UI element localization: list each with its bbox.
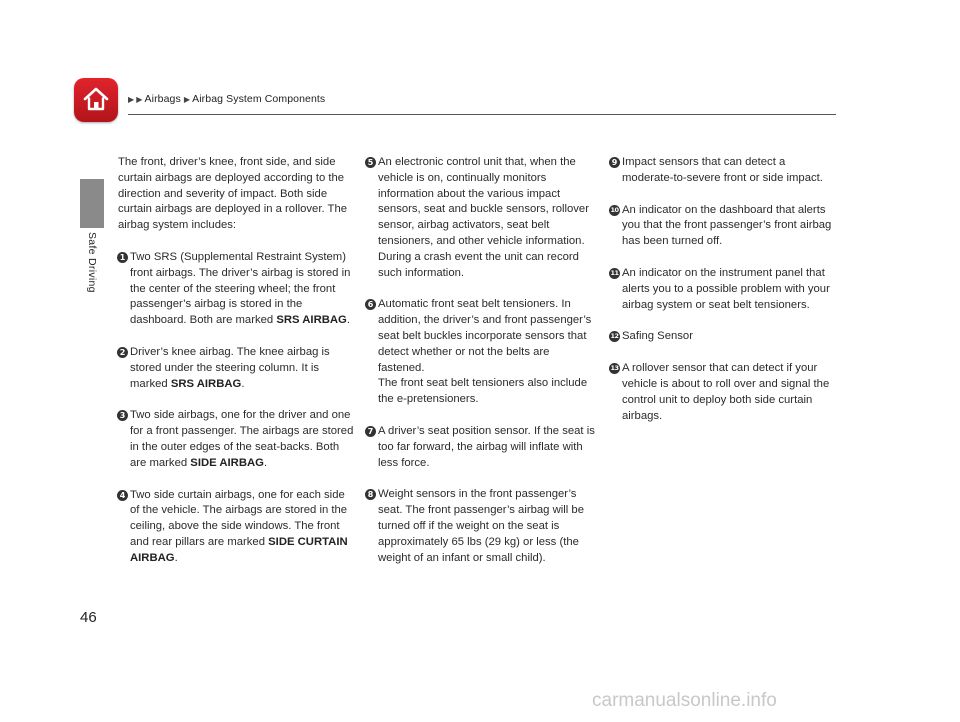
number-badge: 1 bbox=[117, 252, 128, 263]
column-3 bbox=[610, 155, 838, 440]
number-badge: 4 bbox=[117, 490, 128, 501]
number-badge: 8 bbox=[365, 489, 376, 500]
header-divider bbox=[128, 114, 836, 115]
list-item: 7 A driver’s seat position sensor. If the seat is too far forward, the airbag will inflate with less force. bbox=[366, 424, 598, 471]
list-item: 8 Weight sensors in the front passenger’s seat. The front passenger’s airbag will be turned off if the weight on the seat is approximately 65 lbs (29 kg) or less (the weight of an infant or small child). bbox=[366, 487, 598, 566]
list-item: 2 Driver’s knee airbag. The knee airbag is stored under the steering column. It is marked SRS AIRBAG. bbox=[118, 345, 354, 392]
list-item: 9 Impact sensors that can detect a moderate-to-severe front or side impact. bbox=[610, 155, 838, 187]
number-badge: 11 bbox=[610, 268, 619, 277]
list-item: 11 An indicator on the instrument panel that alerts you to a possible problem with your airbag system or seat belt tensioners. bbox=[610, 266, 830, 311]
breadcrumb-components: Airbag System Components bbox=[192, 93, 326, 105]
number-badge: 7 bbox=[365, 426, 376, 437]
arrow-icon: ▶ bbox=[128, 95, 135, 104]
list-item: 12 Safing Sensor bbox=[610, 330, 693, 343]
number-badge: 2 bbox=[117, 347, 128, 358]
number-badge: 10 bbox=[610, 205, 619, 214]
number-badge: 5 bbox=[365, 157, 376, 168]
section-label: Safe Driving bbox=[86, 232, 98, 293]
number-badge: 3 bbox=[117, 410, 128, 421]
watermark: carmanualsonline.info bbox=[592, 690, 777, 711]
breadcrumb bbox=[128, 93, 325, 105]
page-number: 46 bbox=[80, 609, 97, 626]
intro-text: The front, driver’s knee, front side, and side curtain airbags are deployed according to the direction and severity of impact. Both side curtain airbags are deployed in a rollover. The airbag system includes: bbox=[118, 156, 348, 232]
list-item: 13 A rollover sensor that can detect if your vehicle is about to roll over and signal the control unit to deploy both side curtain airbags. bbox=[610, 362, 830, 422]
number-badge: 9 bbox=[609, 157, 620, 168]
home-button[interactable] bbox=[74, 78, 118, 122]
list-item: 4 Two side curtain airbags, one for each side of the vehicle. The airbags are stored in the ceiling, above the side windows. The front and rear pillars are marked SIDE CURTAIN AIRBAG. bbox=[118, 488, 354, 567]
arrow-icon: ▶ bbox=[183, 95, 191, 104]
list-item: 5 An electronic control unit that, when the vehicle is on, continually monitors information about the various impact sensors, seat and buckle sensors, rollover sensor, airbag activators, seat belt tensioners, and other vehicle information. During a crash event the unit can record such information. bbox=[366, 155, 598, 281]
list-item: 6 Automatic front seat belt tensioners. In addition, the driver’s and front passenger’s seat belt buckles incorporate sensors that detect whether or not the belts are fastened. The front seat belt tensioners also include the e-pretensioners. bbox=[366, 297, 598, 408]
home-icon bbox=[82, 85, 110, 113]
arrow-icon: ▶ bbox=[136, 95, 143, 104]
section-tab[interactable] bbox=[80, 179, 104, 228]
number-badge: 6 bbox=[365, 299, 376, 310]
column-1 bbox=[118, 155, 354, 583]
column-2 bbox=[366, 155, 598, 582]
list-item: 3 Two side airbags, one for the driver and one for a front passenger. The airbags are stored in the outer edges of the seat-backs. Both are marked SIDE AIRBAG. bbox=[118, 408, 354, 471]
number-badge: 13 bbox=[610, 364, 619, 373]
number-badge: 12 bbox=[610, 332, 619, 341]
list-item: 10 An indicator on the dashboard that alerts you that the front passenger’s front airbag has been turned off. bbox=[610, 203, 832, 248]
breadcrumb-airbags[interactable]: Airbags bbox=[144, 93, 181, 105]
list-item: 1 Two SRS (Supplemental Restraint System) front airbags. The driver’s airbag is stored in the center of the steering wheel; the front passenger’s airbag is stored in the dashboard. Both are marked SRS AIRBAG. bbox=[118, 250, 354, 329]
